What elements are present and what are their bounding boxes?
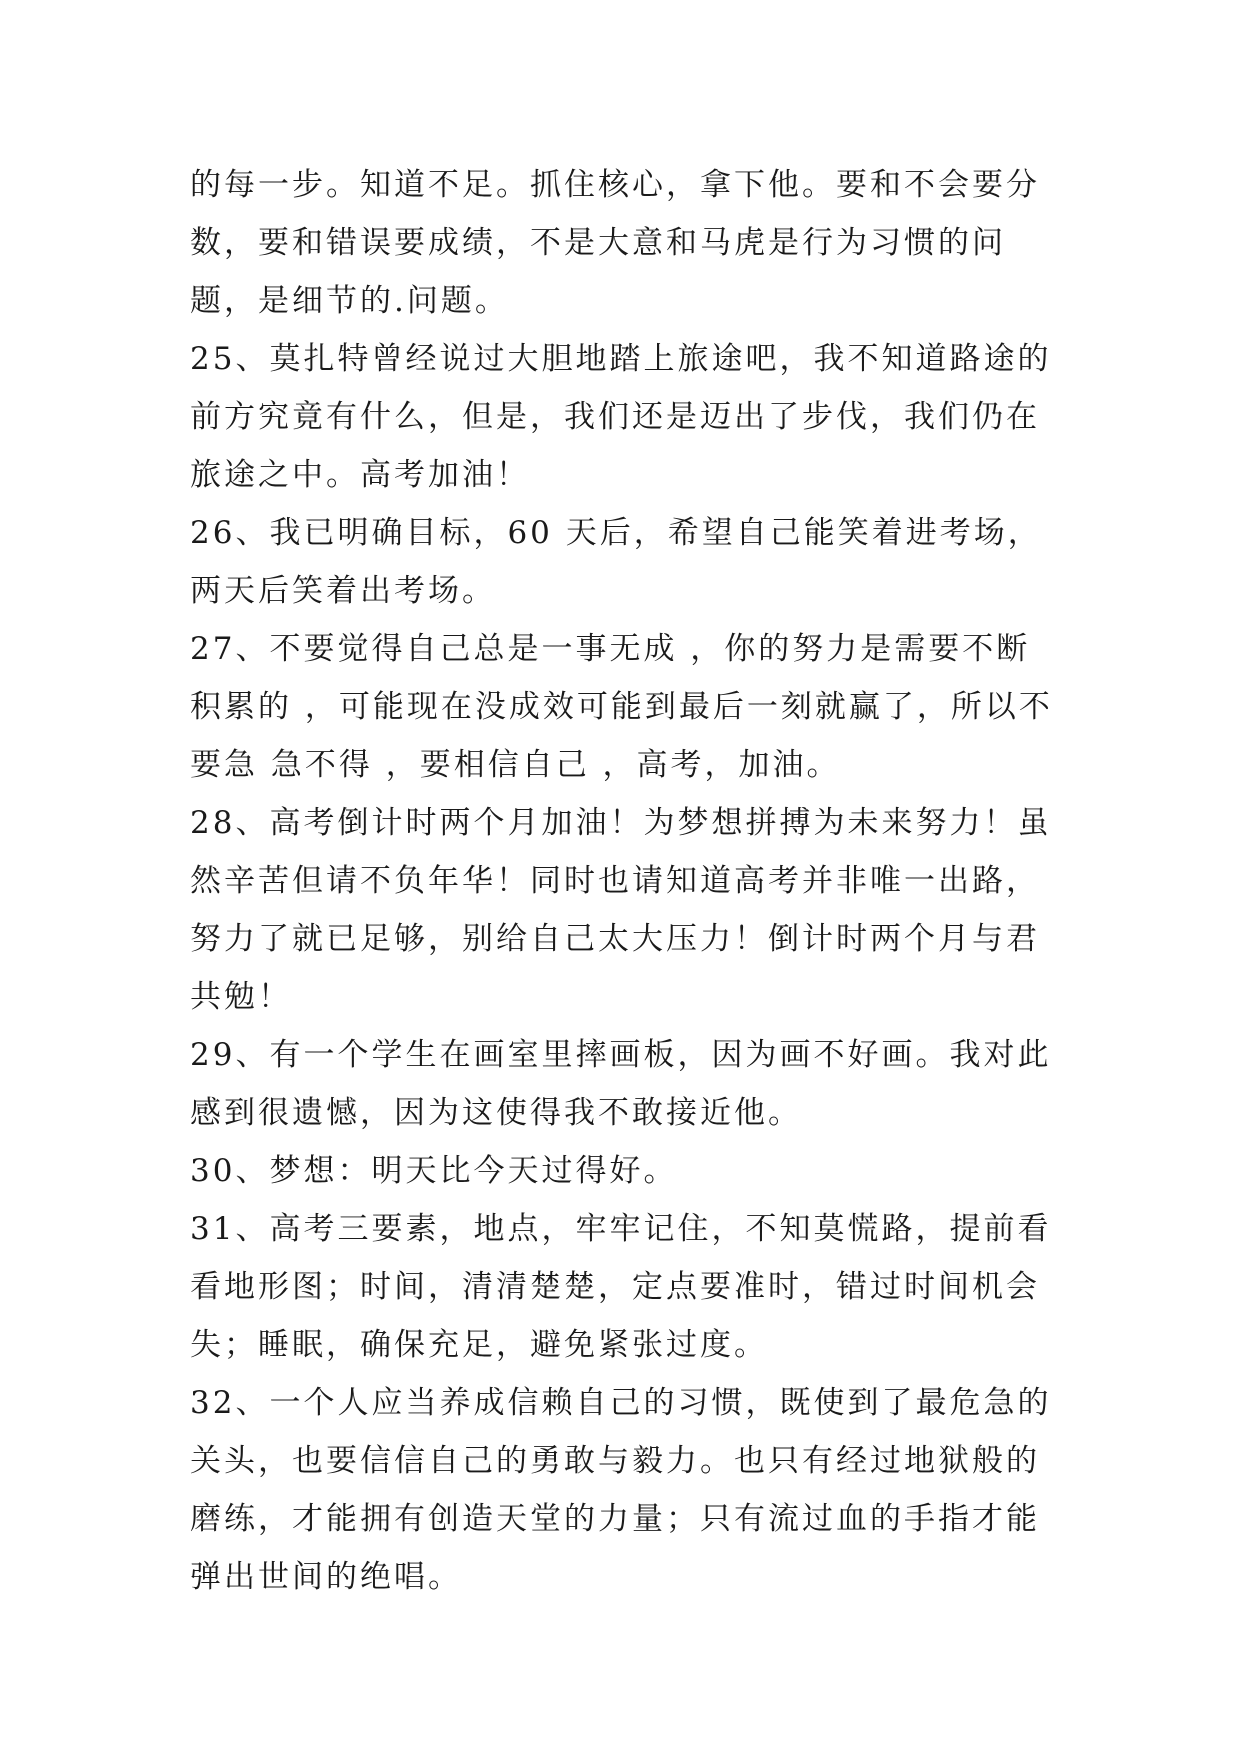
paragraph-27: 27、不要觉得自己总是一事无成 ，你的努力是需要不断积累的 ，可能现在没成效可能到最后一刻就赢了，所以不要急 急不得 ，要相信自己 ，高考，加油。	[190, 631, 1053, 783]
paragraph-29: 29、有一个学生在画室里摔画板，因为画不好画。我对此感到很遗憾，因为这使得我不敢接近他。	[190, 1037, 1052, 1131]
paragraph-28: 28、高考倒计时两个月加油！为梦想拼搏为未来努力！虽然辛苦但请不负年华！同时也请知道高考并非唯一出路，努力了就已足够，别给自己太大压力！倒计时两个月与君共勉！	[190, 805, 1052, 1015]
paragraph-32: 32、一个人应当养成信赖自己的习惯，既使到了最危急的关头，也要信信自己的勇敢与毅力。也只有经过地狱般的磨练，才能拥有创造天堂的力量；只有流过血的手指才能弹出世间的绝唱。	[190, 1385, 1052, 1595]
document-body	[190, 156, 1060, 1606]
paragraph-30: 30、梦想：明天比今天过得好。	[190, 1153, 678, 1189]
paragraph-26: 26、我已明确目标，60 天后，希望自己能笑着进考场，两天后笑着出考场。	[190, 515, 1042, 609]
paragraph-25: 25、莫扎特曾经说过大胆地踏上旅途吧，我不知道路途的前方究竟有什么，但是，我们还是迈出了步伐，我们仍在旅途之中。高考加油！	[190, 341, 1052, 493]
paragraph-31: 31、高考三要素，地点，牢牢记住，不知莫慌路，提前看看地形图；时间，清清楚楚，定点要准时，错过时间机会失；睡眠，确保充足，避免紧张过度。	[190, 1211, 1052, 1363]
paragraph-continuation: 的每一步。知道不足。抓住核心，拿下他。要和不会要分数，要和错误要成绩，不是大意和马虎是行为习惯的问题，是细节的.问题。	[190, 167, 1040, 319]
